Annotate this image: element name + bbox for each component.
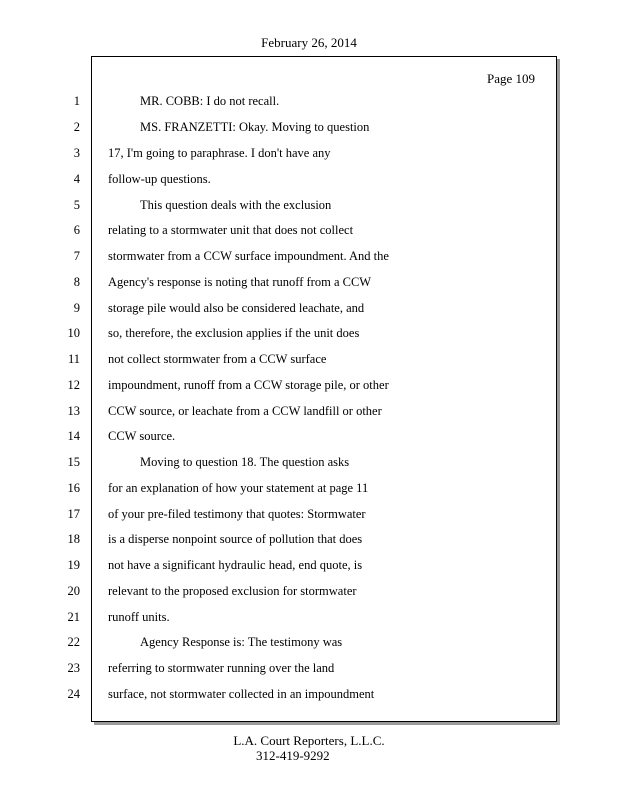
- line-text-13: CCW source, or leachate from a CCW landfill or other: [108, 404, 382, 418]
- line-number-12: 12: [67, 378, 80, 392]
- line-number-23: 23: [67, 661, 80, 675]
- line-number-9: 9: [73, 301, 80, 315]
- footer-phone-number: 312-419-9292: [256, 748, 330, 763]
- header-date: February 26, 2014: [261, 35, 357, 50]
- line-text-3: 17, I'm going to paraphrase. I don't have any: [108, 146, 331, 160]
- line-text-17: of your pre-filed testimony that quotes: Stormwater: [108, 507, 366, 521]
- line-text-1: MR. COBB: I do not recall.: [140, 94, 280, 108]
- line-number-2: 2: [73, 120, 80, 134]
- line-text-5: This question deals with the exclusion: [140, 198, 332, 212]
- line-number-1: 1: [73, 94, 80, 108]
- line-text-15: Moving to question 18. The question asks: [140, 455, 350, 469]
- line-number-17: 17: [67, 507, 80, 521]
- line-text-10: so, therefore, the exclusion applies if the unit does: [108, 326, 360, 340]
- line-text-8: Agency's response is noting that runoff from a CCW: [108, 275, 372, 289]
- line-number-5: 5: [73, 198, 80, 212]
- line-number-14: 14: [67, 429, 80, 443]
- line-text-24: surface, not stormwater collected in an impoundment: [108, 687, 375, 701]
- line-text-20: relevant to the proposed exclusion for stormwater: [108, 584, 357, 598]
- line-number-3: 3: [73, 146, 80, 160]
- line-text-18: is a disperse nonpoint source of pollution that does: [108, 532, 363, 546]
- line-text-22: Agency Response is: The testimony was: [140, 635, 343, 649]
- line-text-6: relating to a stormwater unit that does not collect: [108, 223, 354, 237]
- line-number-13: 13: [67, 404, 80, 418]
- line-number-16: 16: [67, 481, 80, 495]
- line-number-21: 21: [67, 610, 80, 624]
- line-number-18: 18: [67, 532, 80, 546]
- line-text-2: MS. FRANZETTI: Okay. Moving to question: [140, 120, 370, 134]
- line-number-11: 11: [67, 352, 80, 366]
- line-number-8: 8: [73, 275, 80, 289]
- line-text-16: for an explanation of how your statement at page 11: [108, 481, 369, 495]
- line-text-4: follow-up questions.: [108, 172, 211, 186]
- line-text-23: referring to stormwater running over the land: [108, 661, 335, 675]
- line-number-4: 4: [73, 172, 80, 186]
- line-number-24: 24: [67, 687, 80, 701]
- line-text-7: stormwater from a CCW surface impoundment. And the: [108, 249, 389, 263]
- line-text-21: runoff units.: [108, 610, 170, 624]
- page-number: Page 109: [487, 71, 536, 86]
- line-number-6: 6: [73, 223, 80, 237]
- line-number-20: 20: [67, 584, 80, 598]
- line-number-10: 10: [67, 326, 80, 340]
- line-text-14: CCW source.: [108, 429, 176, 443]
- line-text-19: not have a significant hydraulic head, end quote, is: [108, 558, 363, 572]
- line-number-15: 15: [67, 455, 80, 469]
- line-number-7: 7: [73, 249, 80, 263]
- line-number-19: 19: [67, 558, 80, 572]
- line-text-9: storage pile would also be considered leachate, and: [108, 301, 365, 315]
- footer-reporter-name: L.A. Court Reporters, L.L.C.: [233, 733, 385, 748]
- line-text-11: not collect stormwater from a CCW surface: [108, 352, 327, 366]
- line-text-12: impoundment, runoff from a CCW storage pile, or other: [108, 378, 389, 392]
- line-number-22: 22: [67, 635, 80, 649]
